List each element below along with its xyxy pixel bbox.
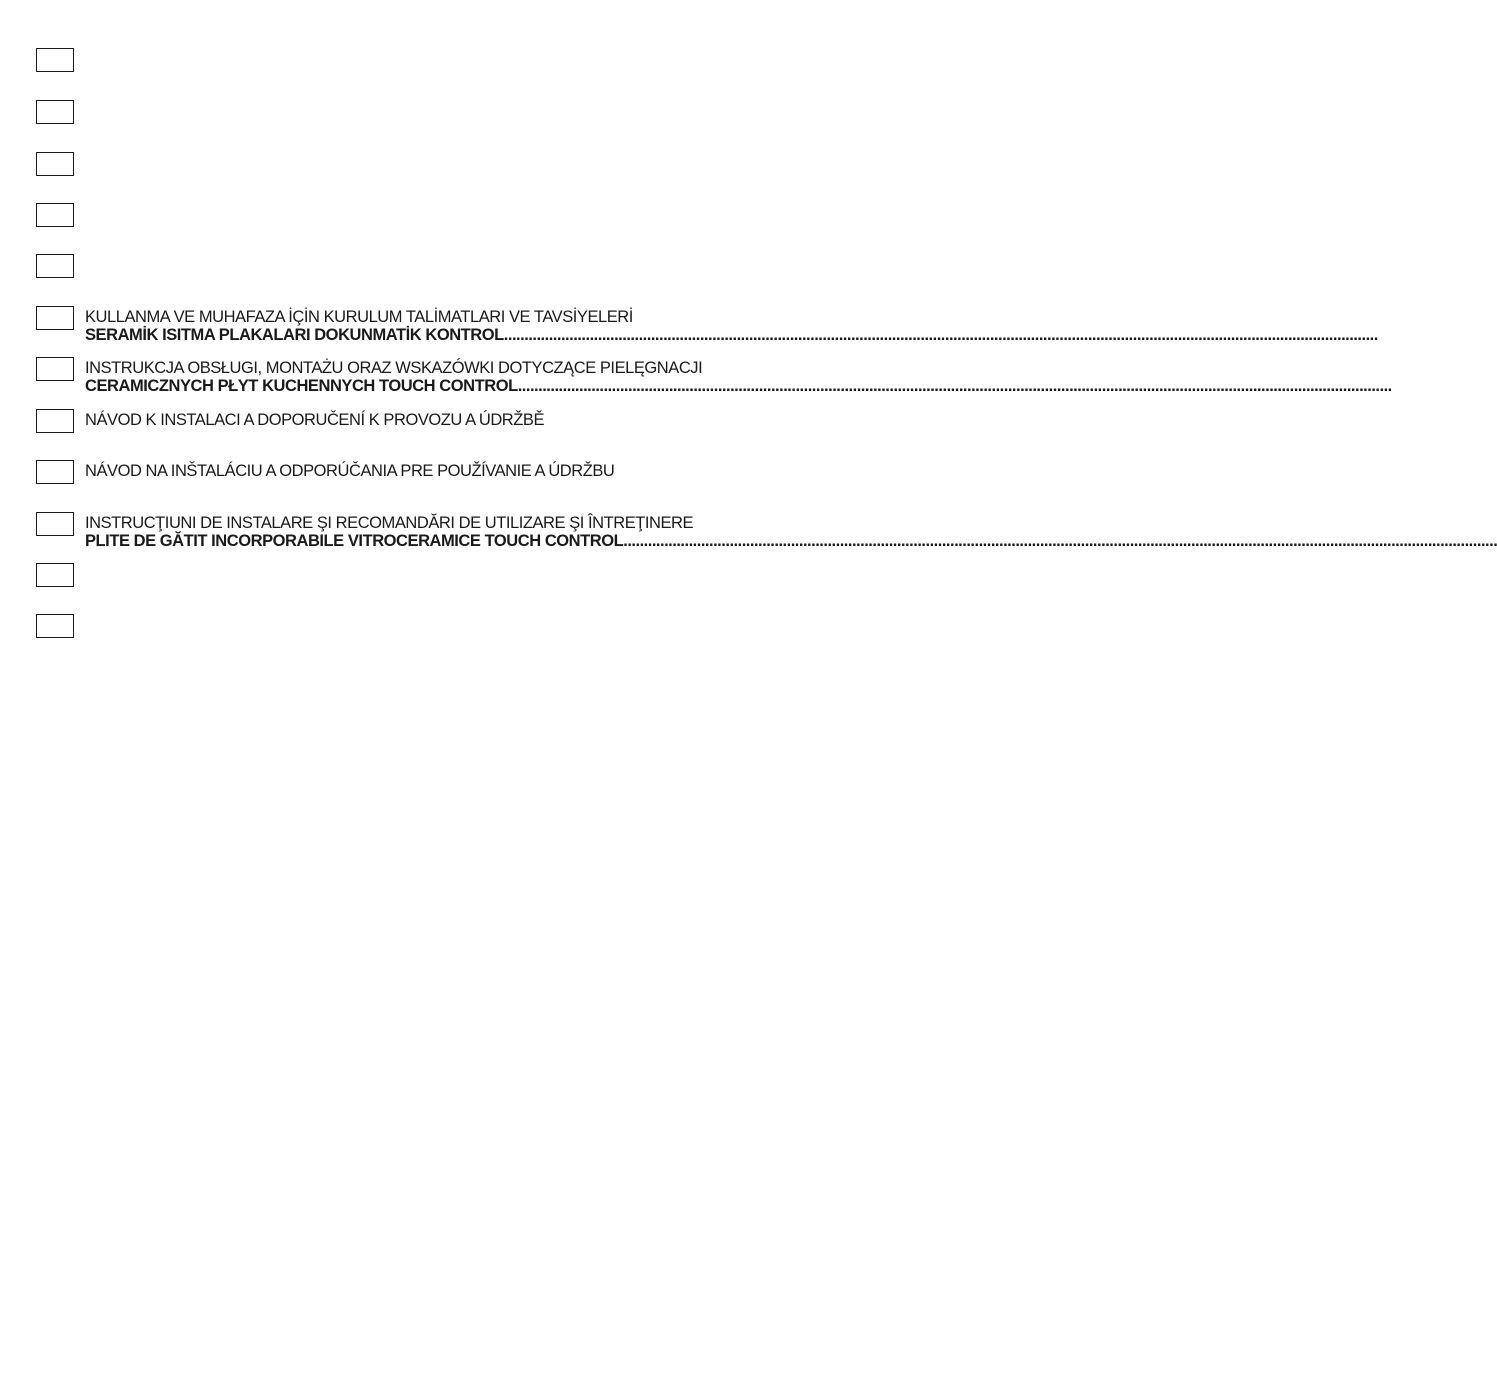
checkbox[interactable]: [36, 357, 74, 381]
language-entry: [36, 152, 882, 192]
dot-leader: ......................................................................................................................................................................................................................: [623, 532, 1497, 550]
language-entry: [36, 48, 882, 88]
entry-subtitle-label: CERAMICZNYCH PŁYT KUCHENNYCH TOUCH CONTROL: [85, 377, 518, 395]
checkbox[interactable]: [36, 48, 74, 72]
language-entry-polish: [36, 357, 1392, 397]
entry-text: [85, 308, 1378, 344]
entry-title: KULLANMA VE MUHAFAZA İÇİN KURULUM TALİMATLARI VE TAVSİYELERİ: [85, 308, 633, 326]
entry-title: INSTRUKCJA OBSŁUGI, MONTAŻU ORAZ WSKAZÓWKI DOTYCZĄCE PIELĘGNACJI: [85, 359, 703, 377]
entry-title: NÁVOD K INSTALACI A DOPORUČENÍ K PROVOZU A ÚDRŽBĚ: [85, 411, 544, 429]
entry-subtitle: [85, 532, 1497, 550]
entry-text: [85, 411, 882, 429]
checkbox[interactable]: [36, 203, 74, 227]
language-entry: [36, 563, 882, 603]
checkbox[interactable]: [36, 306, 74, 330]
checkbox[interactable]: [36, 152, 74, 176]
entry-subtitle: [85, 326, 1378, 344]
language-entry-romanian: [36, 512, 1497, 552]
checkbox[interactable]: [36, 512, 74, 536]
checkbox[interactable]: [36, 614, 74, 638]
entry-title: INSTRUCŢIUNI DE INSTALARE ŞI RECOMANDĂRI DE UTILIZARE ŞI ÎNTREŢINERE: [85, 514, 694, 532]
entry-subtitle-label: SERAMİK ISITMA PLAKALARI DOKUNMATİK KONTROL: [85, 326, 504, 344]
checkbox[interactable]: [36, 409, 74, 433]
language-entry-turkish: [36, 306, 1378, 346]
language-entry-czech: [36, 409, 882, 449]
entry-text: [85, 359, 1392, 395]
dot-leader: ......................................................................................................................................................................................................................: [517, 377, 1392, 395]
entry-text: [85, 462, 882, 480]
language-entry: [36, 254, 882, 294]
entry-subtitle-label: PLITE DE GĂTIT INCORPORABILE VITROCERAMICE TOUCH CONTROL: [85, 532, 624, 550]
checkbox[interactable]: [36, 563, 74, 587]
language-entry-slovak: [36, 460, 882, 500]
checkbox[interactable]: [36, 460, 74, 484]
language-entry: [36, 203, 882, 243]
checkbox[interactable]: [36, 100, 74, 124]
checkbox[interactable]: [36, 254, 74, 278]
entry-title: NÁVOD NA INŠTALÁCIU A ODPORÚČANIA PRE POUŽÍVANIE A ÚDRŽBU: [85, 462, 615, 480]
entry-subtitle: [85, 377, 1392, 395]
language-entry: [36, 100, 882, 140]
language-entry: [36, 614, 882, 654]
dot-leader: ......................................................................................................................................................................................................................: [503, 326, 1378, 344]
entry-text: [85, 514, 1497, 550]
